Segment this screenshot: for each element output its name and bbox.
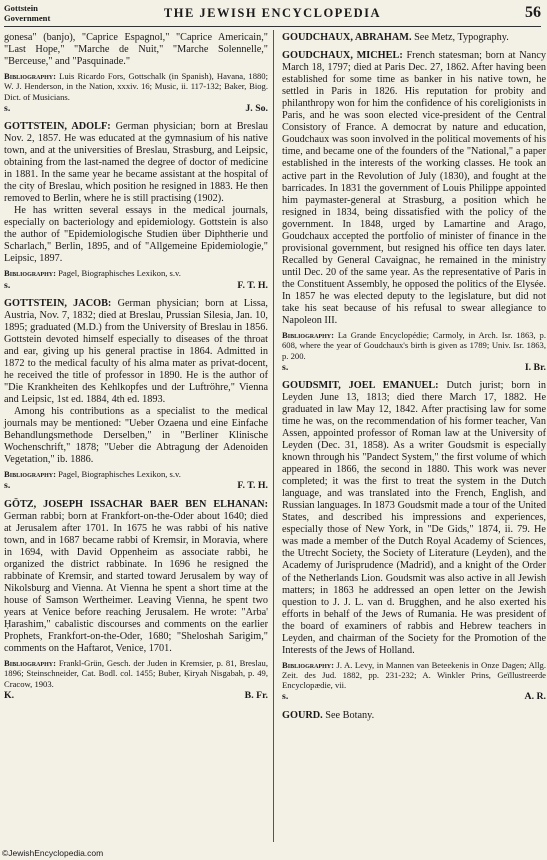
signature [4,103,268,115]
bibliography-text: La Grande Encyclopédie; Carmoly, in Arch. Isr. 1863, p. 608, where the year of Goudchaux's birth is given as 1789; Univ. Isr. 1863, p. 200. [282,330,546,361]
running-head-first-term: Gottstein [4,3,38,13]
signature-class: s. [282,361,289,373]
bibliography-label: Bibliography: [4,469,56,480]
signature [4,480,268,492]
entry-goudchaux-abraham [282,32,546,44]
entry-text: Dutch jurist; born in Leyden June 13, 1813; died there March 17, 1882. He graduated in law May 12, 1842. After practising law for some time he was, on the recommendation of his former teacher, Van Assen, appointed professor of Roman law at the University of Leyden (Dec. 31, 1858). As a writer Goudsmit is especially known through his "Pandect System," the first volume of which appeared in 1866, the second in 1880. This work was never completed; it was the first to treat the system in the Dutch language, and was translated into the French, English, and Russian languages. In 1873 Goudsmit made a tour of the United States, and described his impressions and experiences, especially those of New York, in "De Gids," 1874, ii. 79. He was made a member of the Dutch Royal Academy of Sciences, the Utrecht Society, the Society of Literature (Leyden), and the Academy of Jurisprudence (Madrid), and a knight of the Order of the Netherlands Lion. Goudsmit was also active in all Jewish matters; in 1863 he addressed an open letter on the Jewish question to J. J. L. van d. Brugghen, and he also exerted his efforts in behalf of the Jews of Rumania. He was president of the board of examiners of rabbis and Hebrew teachers in Leyden, and chairman of the Society for the Promotion of the Interests of the Jews of Holland. [282,379,547,656]
cross-reference: See Botany. [325,709,375,721]
running-head-last-term: Government [4,13,51,23]
entry-text: German physician; born at Lissa, Austria, Nov. 7, 1832; died at Breslau, Prussian Silesia, Jan. 10, 1895; graduated (M.D.) from the University of Breslau in 1856. Gottstein devoted himself especially to diseases of the throat and ear, giving up his general practise in 1864. Admitted in 1872 to the medical faculty of his alma mater as privat-docent, he received the title of professor in 1890. He is the author of "Die Krankheiten des Kehlkopfes und der Luftröhre," Vienna and Leipsic, 1st ed. 1884, 4th ed. 1893. [4,297,268,405]
bibliography [4,658,268,689]
entry-gotz-joseph [4,499,268,702]
bibliography-text: Frankl-Grün, Gesch. der Juden in Kremsier, p. 81, Breslau, 1896; Steinschneider, Cat. Bodl. col. 1455; Buber, Ḳiryah Nisgabah, p. 49, Cracow, 1903. [4,658,268,689]
signature-author: J. So. [245,102,268,114]
left-column [4,32,268,706]
column-divider [273,30,274,842]
right-column [282,32,546,722]
signature-class: s. [4,102,11,114]
signature-author: A. R. [524,691,546,703]
signature-author: F. T. H. [237,480,268,492]
signature [282,362,546,374]
bibliography-text: Pagel, Biographisches Lexikon, s.v. [58,469,181,480]
bibliography-label: Bibliography: [4,268,56,279]
entry-headword: GOURD. [282,709,323,721]
signature-class: s. [282,691,289,703]
bibliography [4,268,268,278]
entry-goudchaux-michel [282,50,546,374]
signature-author: F. T. H. [237,279,268,291]
bibliography-label: Bibliography: [4,71,56,82]
entry-gourd [282,710,546,722]
signature [4,280,268,292]
bibliography [282,330,546,361]
entry-headword: GOTTSTEIN, JACOB: [4,297,112,309]
signature [282,691,546,703]
bibliography-label: Bibliography: [282,330,334,341]
entry-headword: GOUDCHAUX, MICHEL: [282,50,403,62]
entry-headword: GOUDSMIT, JOEL EMANUEL: [282,379,439,391]
bibliography-text: Luis Ricardo Fors, Gottschalk (in Spanish), Havana, 1880; W. J. Henderson, in the Nation, xxxiv. 16; Music, ii. 117-132; Baker, Biog. Dict. of Musicians. [4,71,268,102]
entry-headword: GOUDCHAUX, ABRAHAM. [282,32,412,43]
entry-headword: GOTTSTEIN, ADOLF: [4,120,111,132]
entry-gottstein-adolf [4,121,268,292]
entry-text: German physician; born at Breslau Nov. 2, 1857. He was educated at the gymnasium of his native town, and at the universities of Breslau, Strasburg, and Leipsic, obtaining from the last-named the degree of doctor of medicine in 1881. In the same year he became assistant at the hospital of the city of Breslau, which position he resigned in 1883. He then removed to Berlin, where he is still practising (1902). [4,120,269,205]
page-header [4,2,541,27]
entry-text: Among his contributions as a specialist to the medical journals may be mentioned: "Ueber Ozaena und eine Einfache Behandlungsmethode Derselben," in "Berliner Klinische Wochenschrift," 1878; "Ueber die Abtragung der Adenoiden Vegetation," ib. 1886. [4,406,268,466]
signature-class: K. [4,689,15,701]
bibliography-label: Bibliography: [282,659,334,670]
signature-class: s. [4,279,11,291]
entry-text: German rabbi; born at Frankfort-on-the-Oder about 1640; died at Jerusalem after 1701. In 1675 he was rabbi of his native town, and in 1687 became rabbi of Kremsir, in Moravia, where in 1694, with David Oppenheim as associate rabbi, he organized the district rabbinate. In 1696 he resigned the rabbinate of Kremsir, and started toward Jerusalem by way of Nikolsburg and Vienna. At Vienna he spent a short time at the house of Samson Wertheimer. Leaving Vienna, he spent two years at Venice before reaching Jerusalem. He wrote: "Arba' Ḥarashim," cabalistic discourses and comments on the earlier Prophets, Frankfort-on-the-Oder, 1680; "Sheloshah Sarigim," comments on the Haftarot, Venice, 1701. [4,510,268,655]
bibliography-text: J. A. Levy, in Mannen van Beteekenis in Onze Dagen; Allg. Zeit. des Jud. 1882, pp. 231-232; A. Winkler Prins, Geïllustreerde Encyclopædie, vii. [282,659,546,691]
entry-text: He has written several essays in the medical journals, especially on bacteriology and epidemiology. Gottstein is also the author of "Epidemiologische Studien über Diphtherie und Scharlach," Berlin, 1895, and of "Allgemeine Epidemiologie," Leipsic, 1897. [4,205,268,265]
bibliography-text: Pagel, Biographisches Lexikon, s.v. [58,268,181,279]
continued-text: gonesa" (banjo), "Caprice Espagnol," "Caprice Americain," "Last Hope," "Marche de Nuit," "Marche Solennelle," "Berceuse," and "Pasquinade." [4,32,268,68]
bibliography-label: Bibliography: [4,658,56,669]
publication-title: THE JEWISH ENCYCLOPEDIA [163,6,382,20]
signature [4,690,268,702]
entry-gottstein-jacob [4,298,268,493]
bibliography [4,469,268,479]
bibliography [282,660,546,691]
entry-headword: GÖTZ, JOSEPH ISSACHAR BAER BEN ELHANAN: [4,498,268,510]
entry-text: French statesman; born at Nancy March 18, 1797; died at Paris Dec. 27, 1862. After having been established for some time as banker in his native town, he settled in Paris in 1826. His reputation for probity and philanthropy won for him the confidence of his coreligionists in Paris, and he was soon elected vice-president of the Central Consistory of France. A democrat by nature and education, Goudchaux was soon involved in the political movements of his time, and became one of the founders of the "National," a paper established in the interests of the working classes. He took an active part in the Revolution of July (1830), and fought at the barricades. In 1831 the government of Louis Philippe appointed him paymaster-general at Strasburg, a position which he resigned in 1834, being dissatisfied with the policy of the government. In 1848, urged by Lamartine and Arago, Goudchaux accepted the portfolio of minister of finance in the provisional government, but resigned his office ten days later. Recalled by General Cavaignac, he remained in the ministry until Dec. 20 of the same year. As the representative of Paris in the Constituent Assembly, he opposed the politics of the Elysée. In 1857 he was elected deputy to the legislature, but did not take his seat because of his refusal to swear allegiance to Napoleon III. [282,50,546,327]
signature-class: s. [4,480,11,492]
signature-author: I. Br. [524,361,546,373]
bibliography [4,71,268,102]
cross-reference: See Metz, Typography. [414,32,509,43]
entry-goudsmit-joel [282,380,546,704]
signature-author: B. Fr. [244,689,268,701]
page-number: 56 [525,4,541,21]
copyright-footer: ©JewishEncyclopedia.com [2,848,104,858]
